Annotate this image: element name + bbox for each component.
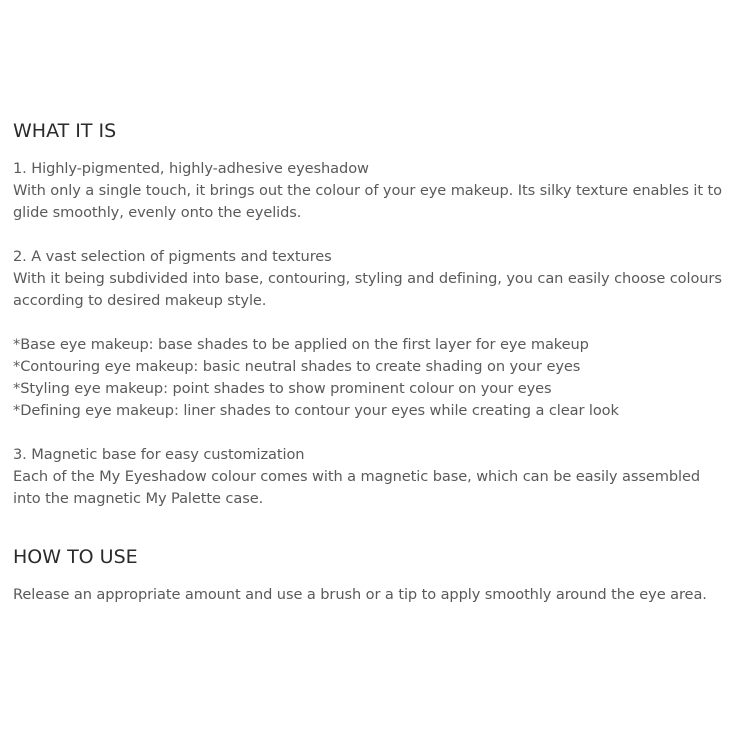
feature-1-title: 1. Highly-pigmented, highly-adhesive eyeshadow <box>13 160 369 177</box>
what-it-is-heading: WHAT IT IS <box>13 120 117 142</box>
note-base: *Base eye makeup: base shades to be applied on the first layer for eye makeup <box>13 336 589 353</box>
spacer <box>13 224 733 246</box>
feature-2 <box>13 246 733 312</box>
feature-1 <box>13 158 733 224</box>
product-description <box>13 118 733 606</box>
feature-2-line-2: according to desired makeup style. <box>13 292 267 309</box>
feature-3-title: 3. Magnetic base for easy customization <box>13 446 305 463</box>
feature-1-line-2: glide smoothly, evenly onto the eyelids. <box>13 204 302 221</box>
feature-2-line-1: With it being subdivided into base, contouring, styling and defining, you can easily choose colours <box>13 270 722 287</box>
feature-3-line-2: into the magnetic My Palette case. <box>13 490 264 507</box>
feature-1-line-1: With only a single touch, it brings out the colour of your eye makeup. Its silky texture enables it to <box>13 182 722 199</box>
feature-3 <box>13 444 733 510</box>
how-to-use-text-block <box>13 584 733 606</box>
note-defining: *Defining eye makeup: liner shades to contour your eyes while creating a clear look <box>13 402 619 419</box>
how-to-use-text: Release an appropriate amount and use a brush or a tip to apply smoothly around the eye area. <box>13 586 707 603</box>
feature-3-line-1: Each of the My Eyeshadow colour comes with a magnetic base, which can be easily assembled <box>13 468 700 485</box>
how-to-use-heading: HOW TO USE <box>13 546 138 568</box>
note-styling: *Styling eye makeup: point shades to show prominent colour on your eyes <box>13 380 552 397</box>
feature-2-title: 2. A vast selection of pigments and textures <box>13 248 332 265</box>
note-contouring: *Contouring eye makeup: basic neutral shades to create shading on your eyes <box>13 358 581 375</box>
spacer <box>13 422 733 444</box>
spacer <box>13 312 733 334</box>
makeup-type-notes <box>13 334 733 422</box>
